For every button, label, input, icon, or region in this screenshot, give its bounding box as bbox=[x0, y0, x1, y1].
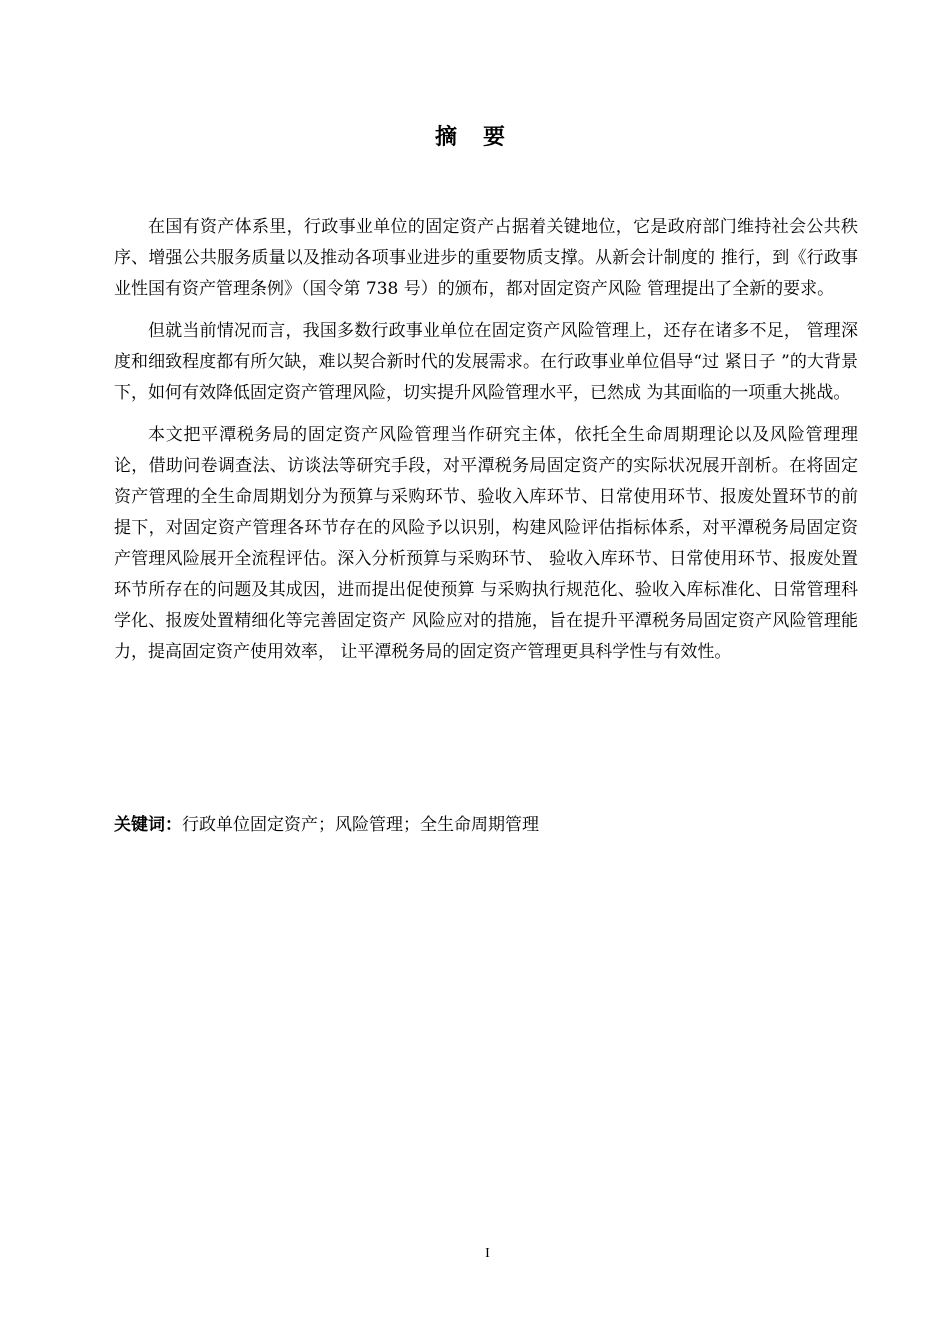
keywords-line bbox=[114, 810, 858, 840]
page-number: I bbox=[485, 1246, 490, 1261]
abstract-paragraph-3: 本文把平潭税务局的固定资产风险管理当作研究主体，依托全生命周期理论以及风险管理理论，借助问卷调查法、访谈法等研究手段，对平潭税务局固定资产的实际状况展开剖析。在将固定资产管理的全生命周期划分为预算与采购环节、验收入库环节、日常使用环节、报废处置环节的前提下，对固定资产管理各环节存在的风险予以识别，构建风险评估指标体系，对平潭税务局固定资产管理风险展开全流程评估。深入分析预算与采购环节、 验收入库环节、日常使用环节、报废处置环节所存在的问题及其成因，进而提出促使预算 与采购执行规范化、验收入库标准化、日常管理科学化、报废处置精细化等完善固定资产 风险应对的措施，旨在提升平潭税务局固定资产风险管理能力，提高固定资产使用效率， 让平潭税务局的固定资产管理更具科学性与有效性。 bbox=[114, 425, 858, 662]
abstract-body bbox=[114, 212, 858, 679]
abstract-paragraph-2: 但就当前情况而言，我国多数行政事业单位在固定资产风险管理上，还存在诸多不足， 管理深度和细致程度都有所欠缺，难以契合新时代的发展需求。在行政事业单位倡导“过 紧日子 ”的大背景下，如何有效降低固定资产管理风险，切实提升风险管理水平，已然成 为其面临的一项重大挑战。 bbox=[114, 321, 859, 403]
page-title: 摘要 bbox=[434, 125, 531, 150]
abstract-paragraph-1: 在国有资产体系里，行政事业单位的固定资产占据着关键地位，它是政府部门维持社会公共秩序、增强公共服务质量以及推动各项事业进步的重要物质支撑。从新会计制度的 推行，到《行政事业性国有资产管理条例》（国令第 738 号）的颁布，都对固定资产风险 管理提出了全新的要求。 bbox=[114, 217, 858, 299]
keywords-label: 关键词： bbox=[114, 815, 182, 835]
keywords-text: 行政单位固定资产；风险管理；全生命周期管理 bbox=[182, 815, 539, 835]
